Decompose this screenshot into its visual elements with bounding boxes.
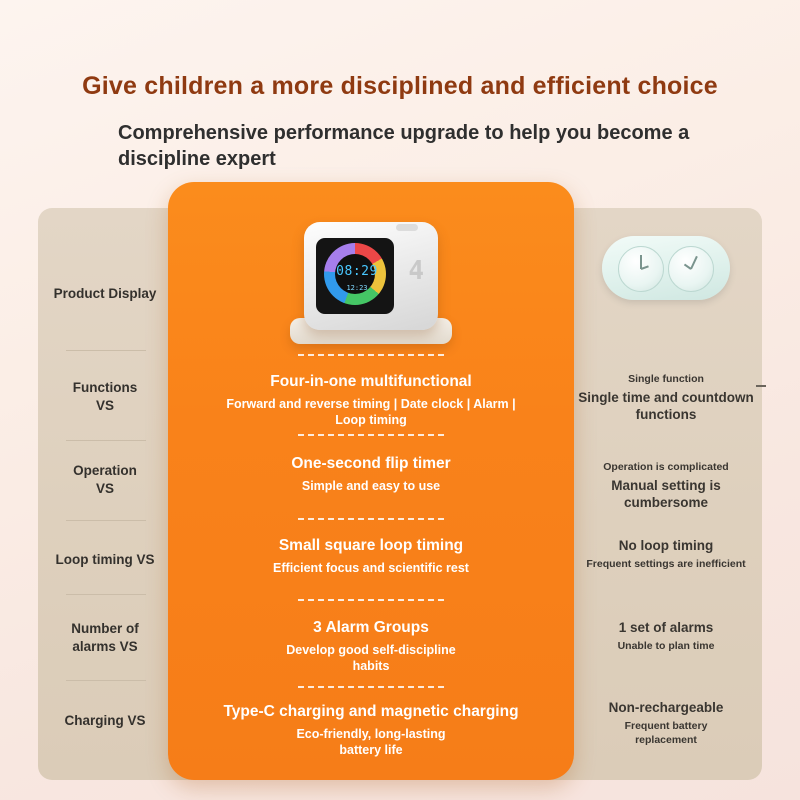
competitor-note: Frequent battery replacement (624, 719, 708, 746)
competitor-title: Manual setting is cumbersome (611, 477, 721, 510)
competitor-row-charging (570, 700, 762, 747)
screen-secondary-value: 12:23 (346, 284, 368, 292)
row-label-alarms-vs: alarms VS (72, 639, 138, 654)
feature-charging (168, 702, 574, 758)
label-divider (66, 520, 146, 521)
feature-title: Small square loop timing (278, 537, 464, 554)
row-label-column (38, 208, 172, 780)
label-divider (66, 594, 146, 595)
product-body (304, 222, 438, 330)
competitor-note: Operation is complicated (603, 461, 729, 473)
competitor-note: Unable to plan time (617, 639, 715, 652)
our-product-card (168, 182, 574, 780)
feature-functions (168, 372, 574, 428)
product-top-button (396, 224, 418, 231)
row-label-operation-vs: VS (95, 481, 114, 496)
competitor-title: 1 set of alarms (618, 620, 714, 635)
competitor-column (570, 208, 762, 780)
competitor-row-functions (570, 373, 762, 423)
row-label-functions: Functions (72, 380, 138, 395)
product-side-digit: 4 (408, 256, 424, 286)
label-divider (66, 680, 146, 681)
product-illustration (280, 214, 462, 354)
page-subheadline: Comprehensive performance upgrade to help you become a discipline expert (118, 122, 690, 171)
feature-title: 3 Alarm Groups (313, 619, 429, 636)
label-divider (66, 440, 146, 441)
dashed-separator (298, 518, 444, 520)
feature-subtitle: Simple and easy to use (301, 478, 441, 493)
row-label-functions-vs: VS (95, 398, 114, 413)
row-label-loop-timing: Loop timing VS (55, 552, 155, 567)
screen-time-value: 08:29 (336, 264, 378, 279)
competitor-note: Single function (628, 373, 704, 385)
row-label-alarms: Number of (71, 621, 139, 636)
competitor-product-illustration (602, 236, 730, 300)
competitor-title: No loop timing (618, 538, 714, 553)
feature-title: One-second flip timer (291, 455, 451, 472)
competitor-title: Single time and countdown functions (578, 389, 754, 422)
row-label-operation: Operation (73, 463, 137, 478)
dashed-separator (298, 354, 444, 356)
feature-loop-timing (168, 536, 574, 576)
competitor-dial-right (668, 246, 714, 292)
dashed-separator (298, 686, 444, 688)
page-headline: Give children a more disciplined and efficient choice (82, 72, 718, 100)
dashed-separator (298, 599, 444, 601)
label-divider (66, 350, 146, 351)
competitor-title: Non-rechargeable (608, 700, 724, 715)
feature-subtitle: Efficient focus and scientific rest (273, 560, 469, 575)
feature-title: Four-in-one multifunctional (270, 373, 472, 390)
feature-operation (168, 454, 574, 494)
feature-alarms (168, 618, 574, 674)
competitor-row-loop-timing (570, 538, 762, 572)
competitor-dial-left (618, 246, 664, 292)
feature-subtitle: Eco-friendly, long-lasting battery life (296, 726, 446, 758)
dash-icon (756, 385, 766, 387)
competitor-note: Frequent settings are inefficient (586, 557, 746, 570)
competitor-row-operation (570, 461, 762, 511)
feature-title: Type-C charging and magnetic charging (223, 703, 519, 720)
product-display-screen (316, 238, 394, 314)
clock-hand-icon (684, 264, 692, 270)
row-label-product-display: Product Display (53, 286, 157, 301)
feature-subtitle: Develop good self-discipline habits (286, 642, 456, 674)
competitor-row-alarms (570, 620, 762, 654)
row-label-charging: Charging VS (64, 713, 146, 728)
feature-subtitle: Forward and reverse timing | Date clock | Alarm | Loop timing (226, 396, 516, 428)
dashed-separator (298, 434, 444, 436)
